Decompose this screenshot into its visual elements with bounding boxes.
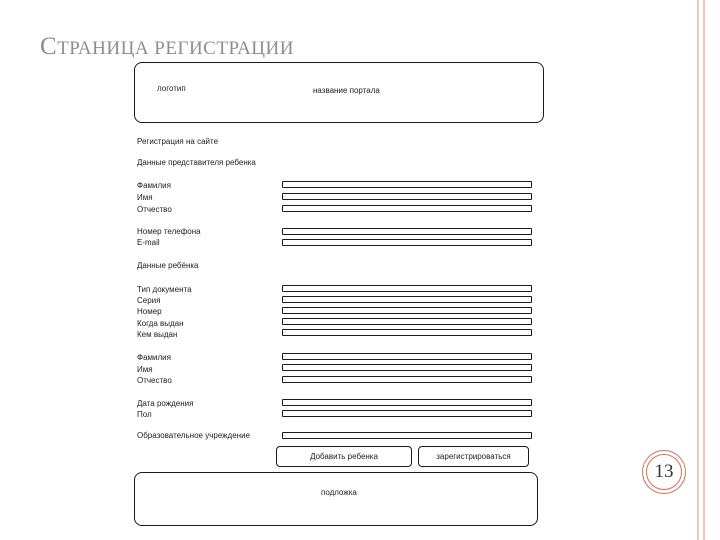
substrate-label: подложка <box>321 488 357 497</box>
portal-name: название портала <box>313 86 380 95</box>
education-label: Образовательное учреждение <box>137 431 250 440</box>
logo-placeholder[interactable]: логотип <box>157 84 186 93</box>
footer-panel <box>134 472 538 526</box>
header-panel <box>134 62 544 123</box>
child-patronymic-input[interactable] <box>282 376 532 383</box>
add-child-button[interactable]: Добавить ребенка <box>276 446 412 467</box>
page-number-badge <box>642 450 686 494</box>
child-name-label: Имя <box>137 365 153 374</box>
email-input[interactable] <box>282 239 532 246</box>
doc-series-input[interactable] <box>282 296 532 303</box>
child-surname-label: Фамилия <box>137 353 171 362</box>
rep-name-label: Имя <box>137 193 153 202</box>
decorative-line <box>703 0 705 540</box>
phone-label: Номер телефона <box>137 227 201 236</box>
register-button[interactable]: зарегистрироваться <box>418 446 529 467</box>
doc-type-label: Тип документа <box>137 285 192 294</box>
doc-type-input[interactable] <box>282 285 532 292</box>
child-section-title: Данные ребёнка <box>137 261 199 270</box>
email-label: E-mail <box>137 238 160 247</box>
doc-issued-by-input[interactable] <box>282 329 532 336</box>
doc-issued-by-label: Кем выдан <box>137 330 178 339</box>
doc-number-label: Номер <box>137 307 162 316</box>
rep-name-input[interactable] <box>282 193 532 200</box>
gender-label: Пол <box>137 410 152 419</box>
doc-issued-when-input[interactable] <box>282 318 532 325</box>
education-input[interactable] <box>282 432 532 439</box>
doc-issued-when-label: Когда выдан <box>137 319 184 328</box>
gender-input[interactable] <box>282 410 532 417</box>
rep-patronymic-input[interactable] <box>282 205 532 212</box>
doc-number-input[interactable] <box>282 307 532 314</box>
birth-date-label: Дата рождения <box>137 399 194 408</box>
slide-title: СТРАНИЦА РЕГИСТРАЦИИ <box>40 33 294 60</box>
representative-section-title: Данные представителя ребенка <box>137 158 256 167</box>
rep-patronymic-label: Отчество <box>137 205 172 214</box>
registration-heading: Регистрация на сайте <box>137 137 219 146</box>
rep-surname-input[interactable] <box>282 181 532 188</box>
page-number: 13 <box>646 454 682 490</box>
birth-date-input[interactable] <box>282 399 532 406</box>
child-surname-input[interactable] <box>282 353 532 360</box>
phone-input[interactable] <box>282 228 532 235</box>
rep-surname-label: Фамилия <box>137 181 171 190</box>
child-name-input[interactable] <box>282 364 532 371</box>
doc-series-label: Серия <box>137 296 161 305</box>
child-patronymic-label: Отчество <box>137 376 172 385</box>
decorative-line <box>697 0 699 540</box>
